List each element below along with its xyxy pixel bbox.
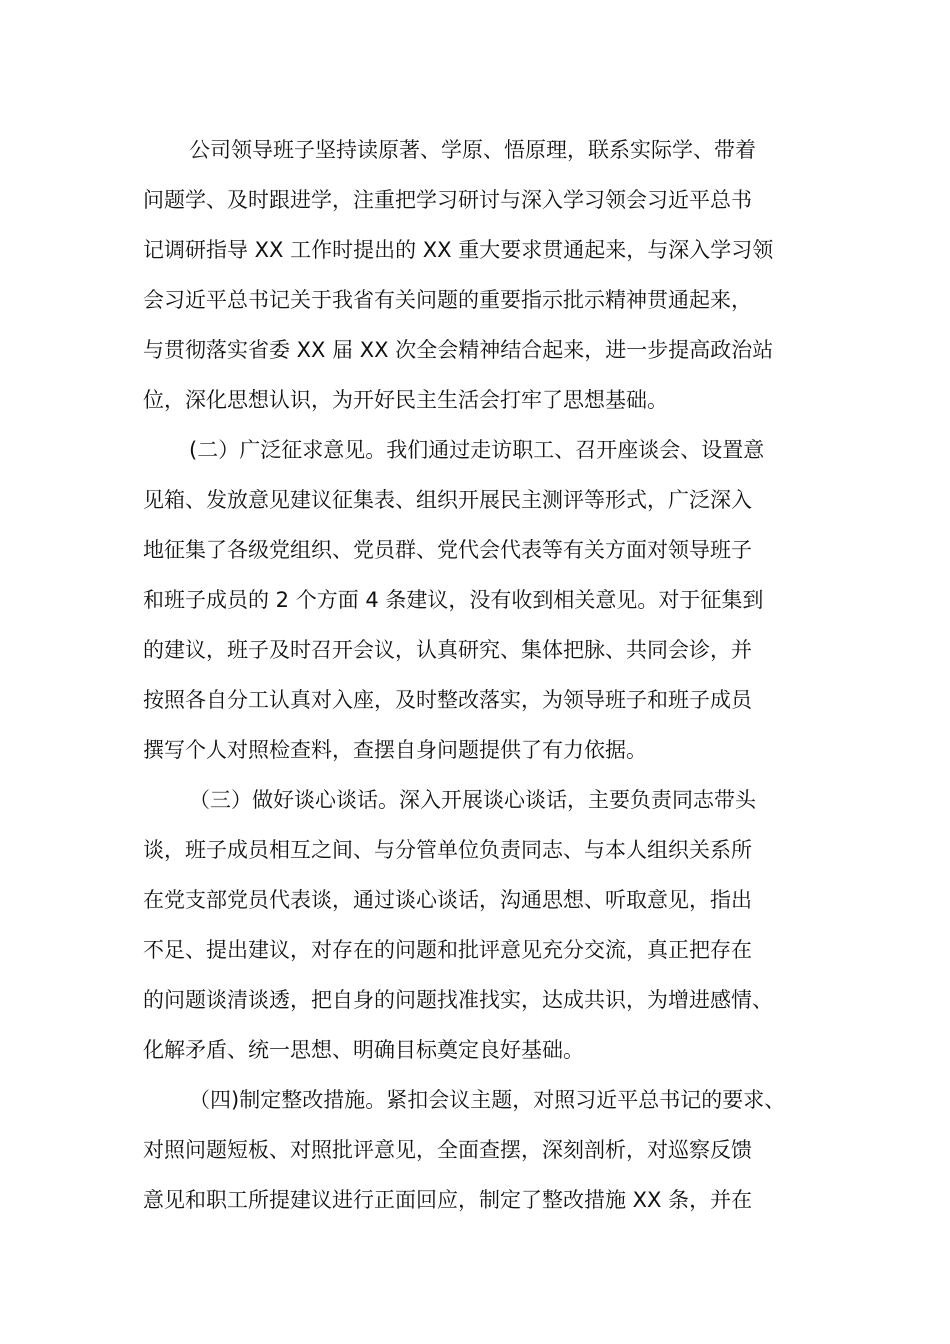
text-line-20: （四)制定整改措施。紧扣会议主题，对照习近平总书记的要求、 — [189, 1088, 786, 1112]
text-line-6: 位，深化思想认识，为开好民主生活会打牢了思想基础。 — [143, 388, 668, 412]
text-line-16: 在党支部党员代表谈，通过谈心谈话，沟通思想、听取意见，指出 — [143, 888, 752, 912]
text-line-2: 问题学、及时跟进学，注重把学习研讨与深入学习领会习近平总书 — [143, 188, 752, 212]
text-line-13: 撰写个人对照检查料，查摆自身问题提供了有力依据。 — [143, 738, 647, 762]
text-line-11: 的建议，班子及时召开会议，认真研究、集体把脉、共同会诊，并 — [143, 638, 752, 662]
text-line-17: 不足、提出建议，对存在的问题和批评意见充分交流，真正把存在 — [143, 938, 752, 962]
text-line-1: 公司领导班子坚持读原著、学原、悟原理，联系实际学、带着 — [189, 138, 756, 162]
text-line-10: 和班子成员的 2 个方面 4 条建议，没有收到相关意见。对于征集到 — [143, 588, 764, 612]
text-line-5: 与贯彻落实省委 XX 届 XX 次全会精神结合起来，进一步提高政治站 — [143, 338, 774, 362]
text-line-3: 记调研指导 XX 工作时提出的 XX 重大要求贯通起来，与深入学习领 — [143, 238, 774, 262]
text-line-4: 会习近平总书记关于我省有关问题的重要指示批示精神贯通起来， — [143, 288, 752, 312]
text-line-18: 的问题谈清谈透，把自身的问题找准找实，达成共识，为增进感情、 — [143, 988, 773, 1012]
text-line-7: (二）广泛征求意见。我们通过走访职工、召开座谈会、设置意 — [189, 438, 765, 462]
text-line-15: 谈，班子成员相互之间、与分管单位负责同志、与本人组织关系所 — [143, 838, 752, 862]
text-line-21: 对照问题短板、对照批评意见，全面查摆，深刻剖析，对巡察反馈 — [143, 1138, 752, 1162]
text-line-22: 意见和职工所提建议进行正面回应，制定了整改措施 XX 条，并在 — [143, 1188, 753, 1212]
text-line-19: 化解矛盾、统一思想、明确目标奠定良好基础。 — [143, 1038, 584, 1062]
text-line-12: 按照各自分工认真对入座，及时整改落实，为领导班子和班子成员 — [143, 688, 752, 712]
text-line-9: 地征集了各级党组织、党员群、党代会代表等有关方面对领导班子 — [143, 538, 752, 562]
text-line-8: 见箱、发放意见建议征集表、组织开展民主测评等形式，广泛深入 — [143, 488, 752, 512]
text-line-14: （三）做好谈心谈话。深入开展谈心谈话，主要负责同志带头 — [189, 788, 756, 812]
